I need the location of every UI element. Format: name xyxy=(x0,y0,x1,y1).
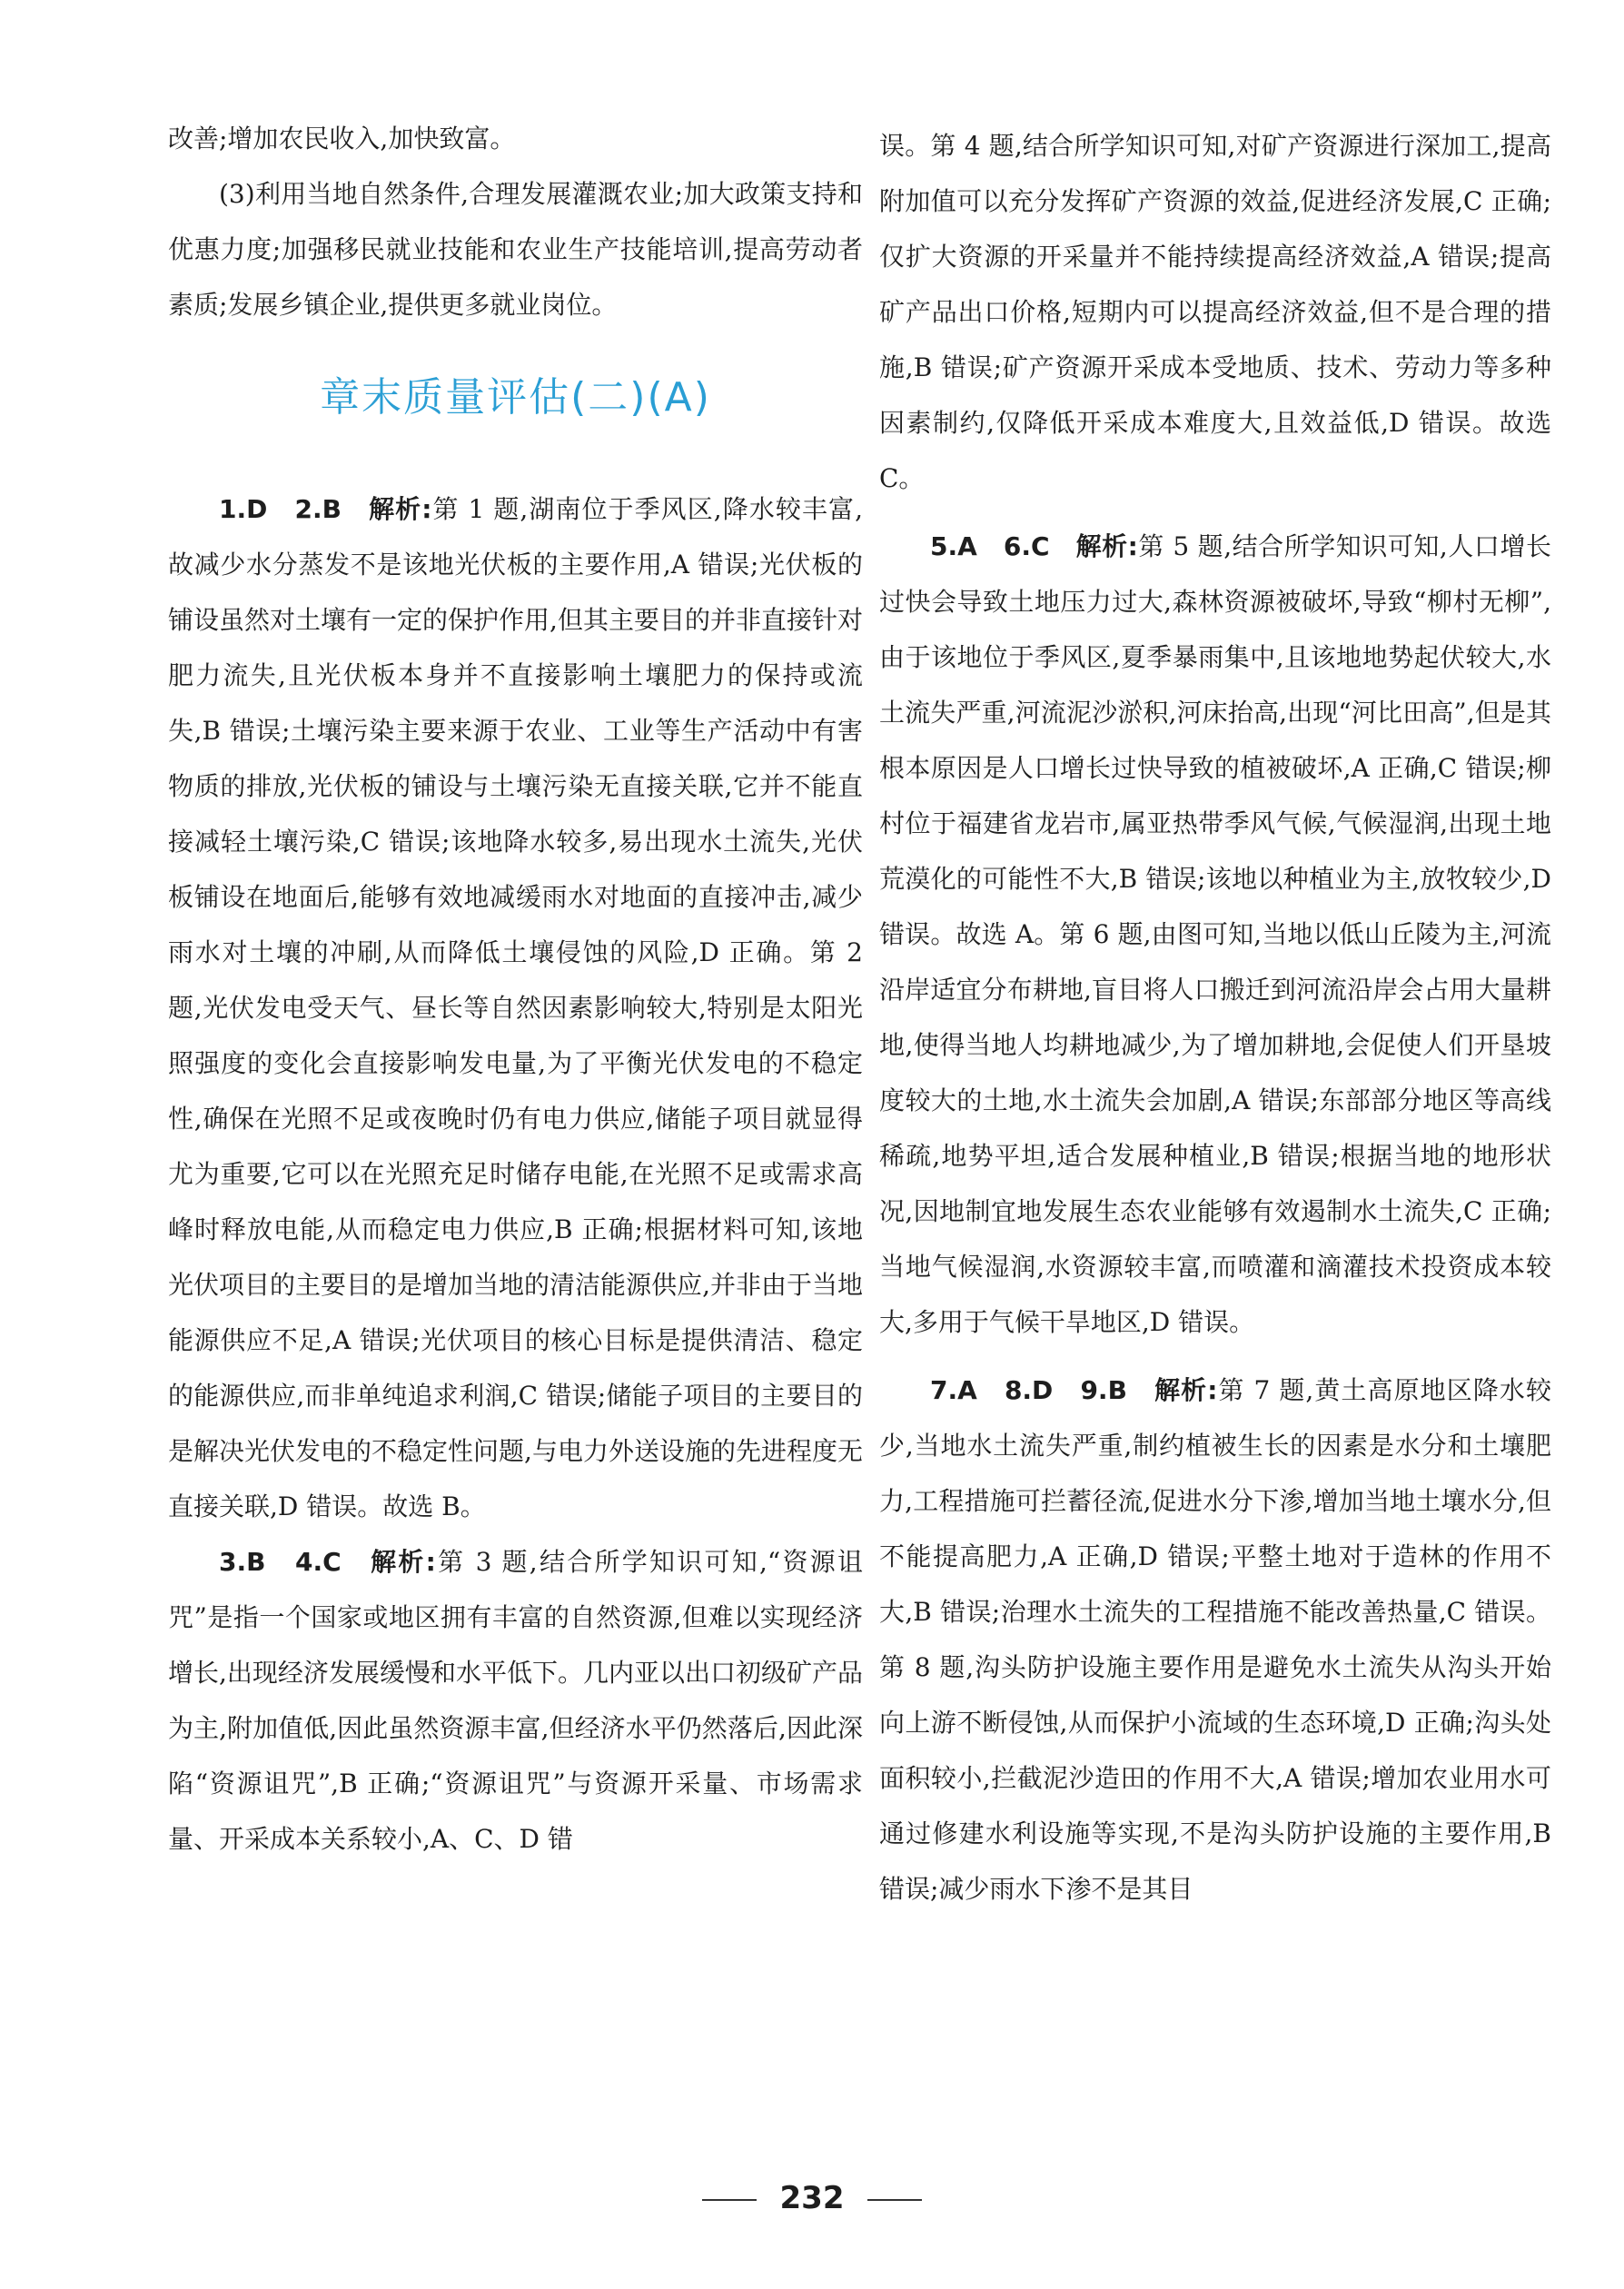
section-title: 章末质量评估(二)(A) xyxy=(320,374,711,421)
right-column xyxy=(879,118,1551,1917)
analysis-label: 解析: xyxy=(371,1547,436,1577)
intro-paragraph-2: (3)利用当地自然条件,合理发展灌溉农业;加大政策支持和优惠力度;加强移民就业技能和农业生产技能培训,提高劳动者素质;发展乡镇企业,提供更多就业岗位。 xyxy=(168,179,863,320)
answer-block-1-2 xyxy=(168,481,863,1534)
analysis-text: 第 3 题,结合所学知识可知,“资源诅咒”是指一个国家或地区拥有丰富的自然资源,但难以实现经济增长,出现经济发展缓慢和水平低下。几内亚以出口初级矿产品为主,附加值低,因此虽然资源丰富,但经济水平仍然落后,因此深陷“资源诅咒”,B 正确;“资源诅咒”与资源开采量、市场需求量、开采成本关系较小,A、C、D 错 xyxy=(168,1547,863,1854)
answer-keys: 5.A 6.C xyxy=(930,531,1076,561)
page-number-rule-left xyxy=(702,2199,757,2201)
analysis-text: 第 1 题,湖南位于季风区,降水较丰富,故减少水分蒸发不是该地光伏板的主要作用,A 错误;光伏板的铺设虽然对土壤有一定的保护作用,但其主要目的并非直接针对肥力流失,且光伏板本身并不直接影响土壤肥力的保持或流失,B 错误;土壤污染主要来源于农业、工业等生产活动中有害物质的排放,光伏板的铺设与土壤污染无直接关联,它并不能直接减轻土壤污染,C 错误;该地降水较多,易出现水土流失,光伏板铺设在地面后,能够有效地减缓雨水对地面的直接冲击,减少雨水对土壤的冲刷,从而降低土壤侵蚀的风险,D 正确。第 2 题,光伏发电受天气、昼长等自然因素影响较大,特别是太阳光照强度的变化会直接影响发电量,为了平衡光伏发电的不稳定性,确保在光照不足或夜晚时仍有电力供应,储能子项目就显得尤为重要,它可以在光照充足时储存电能,在光照不足或需求高峰时释放电能,从而稳定电力供应,B 正确;根据材料可知,该地光伏项目的主要目的是增加当地的清洁能源供应,并非由于当地能源供应不足,A 错误;光伏项目的核心目标是提供清洁、稳定的能源供应,而非单纯追求利润,C 错误;储能子项目的主要目的是解决光伏发电的不稳定性问题,与电力外送设施的先进程度无直接关联,D 错误。故选 B。 xyxy=(168,494,864,1521)
page-number-text: 232 xyxy=(779,2180,845,2216)
analysis-label: 解析: xyxy=(369,494,432,524)
answer-keys: 7.A 8.D 9.B xyxy=(930,1375,1155,1405)
analysis-text: 第 5 题,结合所学知识可知,人口增长过快会导致土地压力过大,森林资源被破坏,导致“柳村无柳”,由于该地位于季风区,夏季暴雨集中,且该地地势起伏较大,水土流失严重,河流泥沙淤积,河床抬高,出现“河比田高”,但是其根本原因是人口增长过快导致的植被破坏,A 正确,C 错误;柳村位于福建省龙岩市,属亚热带季风气候,气候湿润,出现土地荒漠化的可能性不大,B 错误;该地以种植业为主,放牧较少,D 错误。故选 A。第 6 题,由图可知,当地以低山丘陵为主,河流沿岸适宜分布耕地,盲目将人口搬迁到河流沿岸会占用大量耕地,使得当地人均耕地减少,为了增加耕地,会促使人们开垦坡度较大的土地,水土流失会加剧,A 错误;东部部分地区等高线稀疏,地势平坦,适合发展种植业,B 错误;根据当地的地形状况,因地制宜地发展生态农业能够有效遏制水土流失,C 正确;当地气候湿润,水资源较丰富,而喷灌和滴灌技术投资成本较大,多用于气候干旱地区,D 错误。 xyxy=(879,531,1551,1337)
answer-block-5-6 xyxy=(879,519,1551,1350)
analysis-label: 解析: xyxy=(1075,531,1138,561)
page-number-rule-right xyxy=(867,2199,922,2201)
analysis-label: 解析: xyxy=(1154,1375,1218,1405)
answer-block-3-4 xyxy=(168,1534,863,1867)
analysis-text: 第 7 题,黄土高原地区降水较少,当地水土流失严重,制约植被生长的因素是水分和土壤肥力,工程措施可拦蓄径流,促进水分下渗,增加当地土壤水分,但不能提高肥力,A 正确,D 错误;平整土地对于造林的作用不大,B 错误;治理水土流失的工程措施不能改善热量,C 错误。第 8 题,沟头防护设施主要作用是避免水土流失从沟头开始向上游不断侵蚀,从而保护小流域的生态环境,D 正确;沟头处面积较小,拦截泥沙造田的作用不大,A 错误;增加农业用水可通过修建水利设施等实现,不是沟头防护设施的主要作用,B 错误;减少雨水下渗不是其目 xyxy=(879,1375,1551,1904)
answer-block-3-4-continued: 误。第 4 题,结合所学知识可知,对矿产资源进行深加工,提高附加值可以充分发挥矿产资源的效益,促进经济发展,C 正确;仅扩大资源的开采量并不能持续提高经济效益,A 错误;提高矿产品出口价格,短期内可以提高经济效益,但不是合理的措施,B 错误;矿产资源开采成本受地质、技术、劳动力等多种因素制约,仅降低开采成本难度大,且效益低,D 错误。故选 C。 xyxy=(879,131,1551,493)
page-number xyxy=(0,2180,1624,2216)
answer-keys: 3.B 4.C xyxy=(219,1547,371,1577)
answer-keys: 1.D 2.B xyxy=(219,494,370,524)
intro-paragraph-1: 改善;增加农民收入,加快致富。 xyxy=(168,124,516,154)
answer-block-7-9 xyxy=(879,1362,1551,1917)
left-column xyxy=(168,111,863,1867)
